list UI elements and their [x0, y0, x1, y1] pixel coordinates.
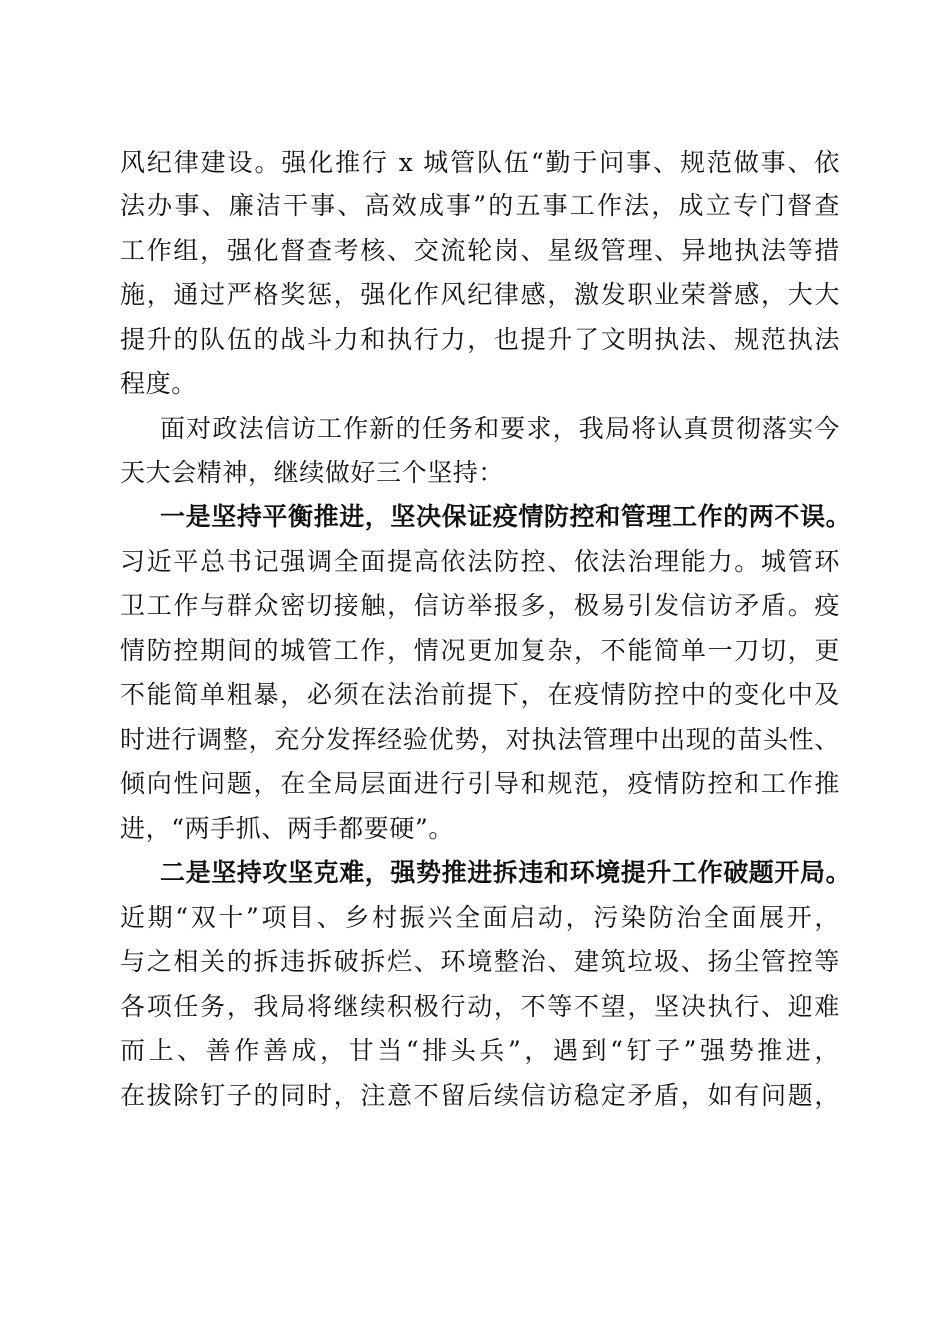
text-line-6: 程度。	[120, 369, 197, 398]
text-line-13: 不能简单粗暴，必须在法治前提下，在疫情防控中的变化中及	[120, 680, 840, 709]
text-line-7: 面对政法信访工作新的任务和要求，我局将认真贯彻落实今	[160, 414, 840, 443]
text-line-15: 倾向性问题，在全局层面进行引导和规范，疫情防控和工作推	[120, 769, 840, 798]
text-line-2: 法办事、廉洁干事、高效成事”的五事工作法，成立专门督查	[120, 191, 840, 220]
text-line-5: 提升的队伍的战斗力和执行力，也提升了文明执法、规范执法	[120, 325, 840, 354]
section-heading-2: 二是坚持攻坚克难，强势推进拆违和环境提升工作破题开局。	[160, 858, 852, 887]
text-line-11: 卫工作与群众密切接触，信访举报多，极易引发信访矛盾。疫	[120, 591, 840, 620]
text-line-4: 施，通过严格奖惩，强化作风纪律感，激发职业荣誉感，大大	[120, 280, 840, 309]
text-line-19: 与之相关的拆违拆破拆烂、环境整治、建筑垃圾、扬尘管控等	[120, 947, 840, 976]
text-line-22: 在拔除钉子的同时，注意不留后续信访稳定矛盾，如有问题，	[120, 1081, 840, 1110]
section-heading-1: 一是坚持平衡推进，坚决保证疫情防控和管理工作的两不误。	[160, 502, 852, 531]
text-line-20: 各项任务，我局将继续积极行动，不等不望，坚决执行、迎难	[120, 992, 840, 1021]
text-line-1: 风纪律建设。强化推行 x 城管队伍“勤于问事、规范做事、依	[120, 148, 840, 177]
text-line-14: 时进行调整，充分发挥经验优势，对执法管理中出现的苗头性、	[120, 725, 840, 754]
text-line-21: 而上、善作善成，甘当“排头兵”，遇到“钉子”强势推进，	[120, 1036, 840, 1065]
text-line-8: 天大会精神，继续做好三个坚持：	[120, 458, 505, 487]
text-line-12: 情防控期间的城管工作，情况更加复杂，不能简单一刀切，更	[120, 636, 840, 665]
text-line-16: 进，“两手抓、两手都要硬”。	[120, 814, 454, 843]
text-line-10: 习近平总书记强调全面提高依法防控、依法治理能力。城管环	[120, 547, 840, 576]
text-line-18: 近期“双十”项目、乡村振兴全面启动，污染防治全面展开，	[120, 903, 840, 932]
text-line-3: 工作组，强化督查考核、交流轮岗、星级管理、异地执法等措	[120, 236, 840, 265]
